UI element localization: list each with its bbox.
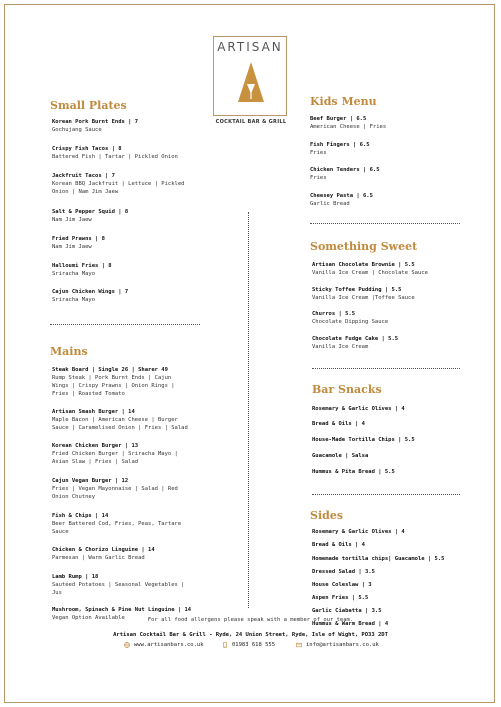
item-description: Sauce | Caramelised Onion | Fries | Salad <box>52 425 188 431</box>
section-divider <box>312 494 460 495</box>
item-name: Steak Board | Single 26 | Sharer 49 <box>52 367 168 373</box>
item-description: Chocolate Dipping Sauce <box>312 319 389 325</box>
item-description: Wings | Crispy Prawns | Onion Rings | <box>52 383 175 389</box>
brand-name: ARTISAN <box>217 40 283 54</box>
menu-item <box>312 335 398 351</box>
menu-item: Hummus & Pita Bread | 5.5 <box>312 469 395 475</box>
menu-item <box>52 573 184 597</box>
item-description: Vanilla Ice Cream <box>312 344 369 350</box>
menu-item: Aspen Fries | 5.5 <box>312 595 369 601</box>
mains-heading: Mains <box>50 345 88 358</box>
item-name: Mushroom, Spinach & Pine Nut Linguine | 14 <box>52 607 192 613</box>
small-plates-heading: Small Plates <box>50 99 127 112</box>
item-description: Sauce <box>52 529 69 535</box>
globe-icon <box>124 642 130 648</box>
item-description: Rump Steak | Pork Burnt Ends | Cajun <box>52 375 172 381</box>
menu-item: Homemade tortilla chips| Guacamole | 5.5 <box>312 556 445 562</box>
column-divider <box>248 212 249 608</box>
menu-item: Bread & Oils | 4 <box>312 542 365 548</box>
item-description: Fried Chicken Burger | Sriracha Mayo | <box>52 451 178 457</box>
menu-item <box>52 208 128 224</box>
menu-item <box>310 166 380 182</box>
email-icon <box>296 642 302 648</box>
something-sweet-heading: Something Sweet <box>310 240 418 253</box>
menu-item <box>312 310 388 326</box>
menu-item: Dressed Salad | 3.5 <box>312 569 375 575</box>
menu-item <box>52 118 138 134</box>
item-name: Artisan Chocolate Brownie | 5.5 <box>312 262 415 268</box>
menu-item <box>310 115 386 131</box>
item-name: Halloumi Fries | 8 <box>52 263 112 269</box>
item-name: Beef Burger | 6.5 <box>310 116 367 122</box>
item-description: Asian Slaw | Fries | Salad <box>52 459 139 465</box>
menu-item <box>52 512 181 536</box>
item-description: Vanilla Ice Cream | Chocolate Sauce <box>312 270 428 276</box>
item-description: Garlic Bread <box>310 201 350 207</box>
menu-item: Garlic Ciabatta | 3.5 <box>312 608 382 614</box>
item-name: Korean Chicken Burger | 13 <box>52 443 139 449</box>
item-description: Sriracha Mayo <box>52 271 96 277</box>
section-divider <box>50 324 200 325</box>
item-description: Sriracha Mayo <box>52 297 96 303</box>
item-description: American Cheese | Fries <box>310 124 387 130</box>
item-name: Fish Fingers | 6.5 <box>310 142 370 148</box>
item-description: Parmesan | Warm Garlic Bread <box>52 555 145 561</box>
menu-item: House-Made Tortilla Chips | 5.5 <box>312 437 415 443</box>
item-description: Vegan Option Available <box>52 615 125 621</box>
menu-item <box>52 235 105 251</box>
kids-menu-heading: Kids Menu <box>310 95 377 108</box>
menu-item <box>52 477 178 501</box>
item-description: Jus <box>52 590 62 596</box>
phone-link[interactable]: 01983 618 555 <box>232 642 276 648</box>
item-name: Lamb Rump | 18 <box>52 574 99 580</box>
item-description: Fries | Roasted Tomato <box>52 391 125 397</box>
address: Artisan Cocktail Bar & Grill - Ryde, 24 Union Street, Ryde, Isle of Wight, PO33 2DT <box>113 632 388 638</box>
menu-item <box>52 546 155 562</box>
email-link[interactable]: info@artisanbars.co.uk <box>306 642 379 648</box>
allergen-note: For all food allergens please speak with a member of our team. <box>147 617 354 623</box>
item-name: Artisan Smash Burger | 14 <box>52 409 135 415</box>
item-name: Fried Prawns | 8 <box>52 236 105 242</box>
item-description: Nam Jim Jaew <box>52 217 92 223</box>
item-description: Onion | Nam Jim Jaew <box>52 189 119 195</box>
menu-item: Hummus & Warm Bread | 4 <box>312 621 389 627</box>
item-name: Jackfruit Tacos | 7 <box>52 173 115 179</box>
menu-item: Rosemary & Garlic Olives | 4 <box>312 406 405 412</box>
menu-item <box>312 261 428 277</box>
item-description: Onion Chutney <box>52 494 96 500</box>
item-name: Chocolate Fudge Cake | 5.5 <box>312 336 399 342</box>
item-name: Cajun Vegan Burger | 12 <box>52 478 129 484</box>
menu-item: Guacamole | Salsa <box>312 453 369 459</box>
menu-item: Rosemary & Garlic Olives | 4 <box>312 529 405 535</box>
item-description: Nam Jim Jaew <box>52 244 92 250</box>
brand-subtitle: COCKTAIL BAR & GRILL <box>215 119 287 125</box>
item-name: Cajun Chicken Wings | 7 <box>52 289 129 295</box>
item-description: Beer Battered Cod, Fries, Peas, Tartare <box>52 521 182 527</box>
menu-item <box>52 145 178 161</box>
item-name: Salt & Pepper Squid | 8 <box>52 209 129 215</box>
section-divider <box>310 223 460 224</box>
menu-item <box>52 442 178 466</box>
logo-a-mark <box>238 62 264 102</box>
item-description: Sautéed Potatoes | Seasonal Vegetables | <box>52 582 185 588</box>
menu-item <box>52 408 188 432</box>
menu-item <box>310 141 370 157</box>
menu-item <box>310 192 373 208</box>
menu-item <box>312 286 415 302</box>
item-name: Chicken Tenders | 6.5 <box>310 167 380 173</box>
item-name: Cheesey Pasta | 6.5 <box>310 193 373 199</box>
item-name: Korean Pork Burnt Ends | 7 <box>52 119 139 125</box>
sides-heading: Sides <box>310 509 344 522</box>
section-divider <box>312 368 460 369</box>
item-name: Crispy Fish Tacos | 8 <box>52 146 122 152</box>
item-name: Churros | 5.5 <box>312 311 356 317</box>
website-link[interactable]: www.artisanbars.co.uk <box>134 642 204 648</box>
item-description: Fries | Vegan Mayonnaise | Salad | Red <box>52 486 178 492</box>
menu-item <box>52 288 128 304</box>
item-description: Battered Fish | Tartar | Pickled Onion <box>52 154 178 160</box>
item-description: Vanilla Ice Cream |Toffee Sauce <box>312 295 415 301</box>
menu-item <box>52 262 112 278</box>
item-name: Chicken & Chorizo Linguine | 14 <box>52 547 155 553</box>
item-name: Fish & Chips | 14 <box>52 513 109 519</box>
menu-item: Bread & Oils | 4 <box>312 421 365 427</box>
item-name: Sticky Toffee Pudding | 5.5 <box>312 287 402 293</box>
item-description: Maple Bacon | American Cheese | Burger <box>52 417 178 423</box>
item-description: Fries <box>310 175 327 181</box>
menu-item: House Coleslaw | 3 <box>312 582 372 588</box>
item-description: Gochujang Sauce <box>52 127 102 133</box>
phone-icon <box>222 642 228 648</box>
menu-item <box>52 366 175 398</box>
menu-item <box>52 172 184 196</box>
brand-logo <box>213 36 287 125</box>
bar-snacks-heading: Bar Snacks <box>312 383 382 396</box>
item-description: Fries <box>310 150 327 156</box>
item-description: Korean BBQ Jackfruit | Lettuce | Pickled <box>52 181 185 187</box>
